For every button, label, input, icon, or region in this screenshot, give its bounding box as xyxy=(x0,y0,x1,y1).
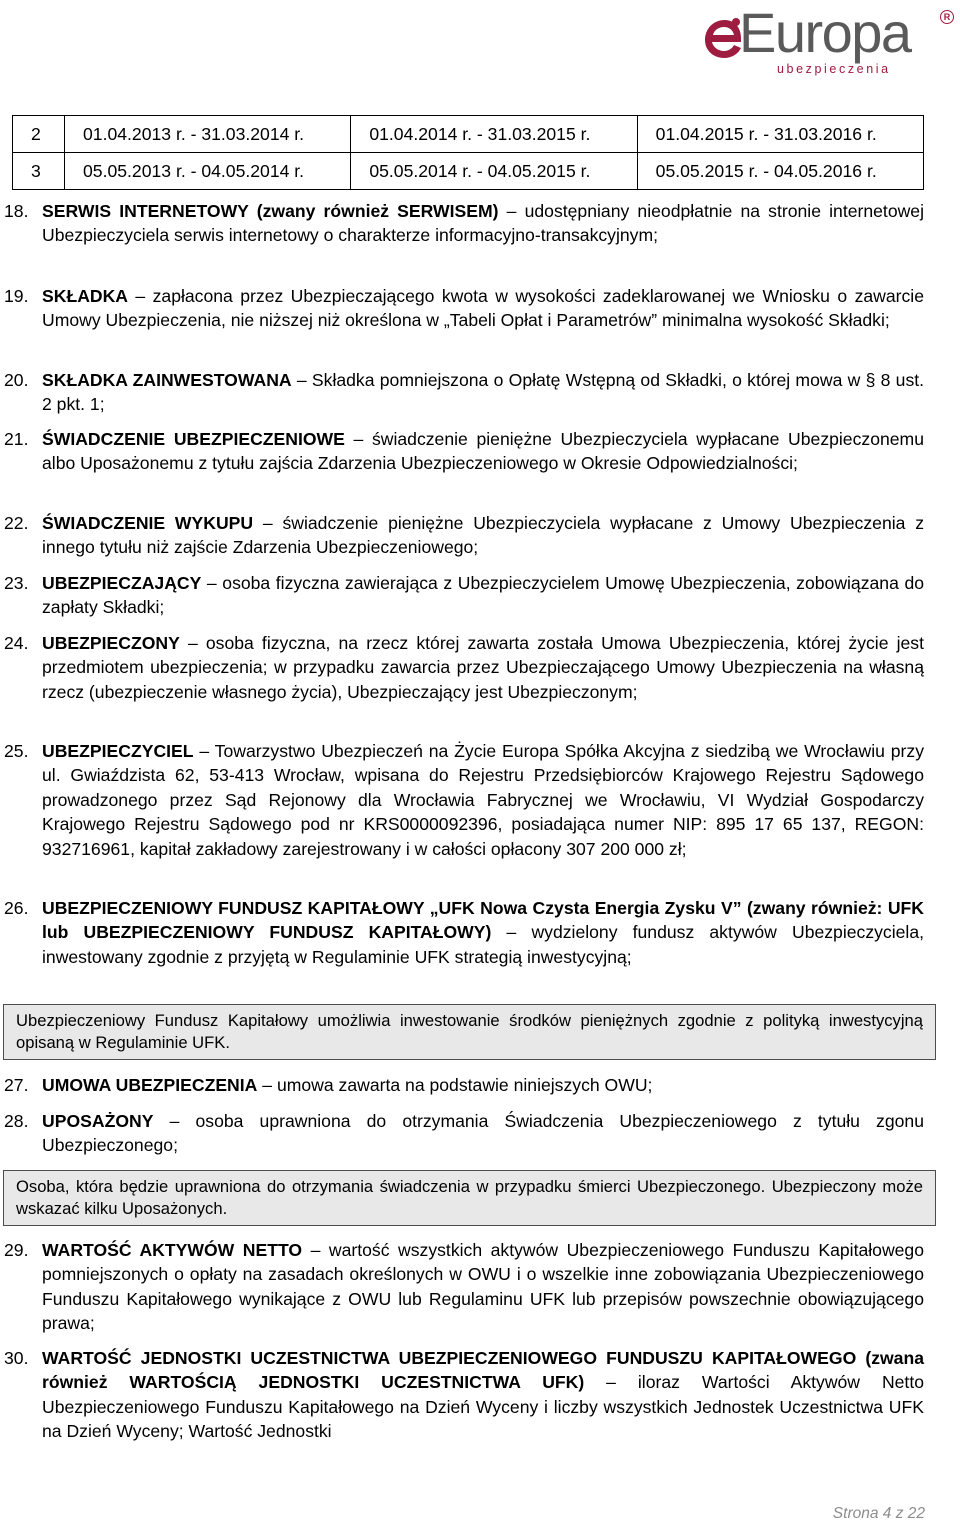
item-text xyxy=(42,631,924,704)
item-description: osoba uprawniona do otrzymania Świadczenia Ubezpieczeniowego z tytułu zgonu Ubezpieczonego; xyxy=(42,1111,924,1156)
item-term: UPOSAŻONY xyxy=(42,1111,154,1131)
item-description: wydzielony fundusz aktywów Ubezpieczyciela, inwestowany zgodnie z przyjętą w Regulaminie UFK strategią inwestycyjną; xyxy=(42,922,924,967)
table-cell: 01.04.2015 r. - 31.03.2016 r. xyxy=(637,116,923,153)
item-number: 23. xyxy=(4,573,29,593)
item-dash: – xyxy=(291,370,312,390)
registered-mark-icon: R xyxy=(940,10,954,24)
item-term: UBEZPIECZAJĄCY xyxy=(42,573,202,593)
item-term: UMOWA UBEZPIECZENIA xyxy=(42,1075,258,1095)
item-dash: – xyxy=(302,1240,329,1260)
item-term: SKŁADKA xyxy=(42,286,129,306)
page-number: Strona 4 z 22 xyxy=(832,1505,925,1522)
item-dash: – xyxy=(193,741,215,761)
info-box-uposazony: Osoba, która będzie uprawniona do otrzymania świadczenia w przypadku śmierci Ubezpieczonego. Ubezpieczony może wskazać kilku Uposażonych. xyxy=(3,1170,936,1226)
table-cell: 01.04.2013 r. - 31.03.2014 r. xyxy=(65,116,351,153)
item-text xyxy=(42,1238,924,1336)
item-number: 24. xyxy=(4,633,29,653)
item-term: WARTOŚĆ AKTYWÓW NETTO xyxy=(42,1240,303,1260)
item-number: 29. xyxy=(4,1240,29,1260)
item-term: SERWIS INTERNETOWY (zwany również SERWISEM) xyxy=(42,201,499,221)
item-number: 25. xyxy=(4,741,29,761)
item-text xyxy=(42,284,924,333)
item-number: 20. xyxy=(4,370,29,390)
item-term: WARTOŚĆ JEDNOSTKI UCZESTNICTWA UBEZPIECZENIOWEGO FUNDUSZU KAPITAŁOWEGO (zwana również WARTOŚCIĄ JEDNOSTKI UCZESTNICTWA UFK) xyxy=(42,1348,924,1393)
item-dash: – xyxy=(128,286,153,306)
item-number: 26. xyxy=(4,898,29,918)
item-number: 19. xyxy=(4,286,29,306)
item-term: SKŁADKA ZAINWESTOWANA xyxy=(42,370,292,390)
item-text xyxy=(42,571,924,620)
item-description: Składka pomniejszona o Opłatę Wstępną od Składki, o której mowa w § 8 ust. 2 pkt. 1; xyxy=(42,370,925,415)
table-cell: 05.05.2015 r. - 04.05.2016 r. xyxy=(637,153,923,190)
item-description: iloraz Wartości Aktywów Netto Ubezpieczeniowego Funduszu Kapitałowego na Dzień Wyceny i liczby wszystkich Jednostek Uczestnictwa UFK na Dzień Wyceny; Wartość Jednostki xyxy=(42,1372,924,1442)
table-cell: 3 xyxy=(13,153,65,190)
table-row xyxy=(13,116,924,153)
logo-subtitle: ubezpieczenia xyxy=(777,62,891,76)
item-term: ŚWIADCZENIE UBEZPIECZENIOWE xyxy=(42,429,345,449)
item-description: świadczenie pieniężne Ubezpieczyciela wypłacane Ubezpieczonemu albo Uposażonemu z tytułu zajścia Zdarzenia Ubezpieczeniowego w Okresie Odpowiedzialności; xyxy=(42,429,924,474)
item-text xyxy=(42,1073,924,1097)
item-description: Towarzystwo Ubezpieczeń na Życie Europa Spółka Akcyjna z siedzibą we Wrocławiu przy ul. Gwiaździsta 62, 53-413 Wrocław, wpisana do Rejestru Przedsiębiorców Krajowego Rejestru Sądowego prowadzonego przez Sąd Rejonowy dla Wrocławia Fabrycznej we Wrocławiu, VI Wydział Gospodarczy Krajowego Rejestru Sądowego pod nr KRS0000092396, posiadająca numer NIP: 895 17 65 137, REGON: 932716961, kapitał zakładowy zarejestrowany i w całości opłacony 307 200 000 zł; xyxy=(42,741,924,859)
table-cell: 05.05.2014 r. - 04.05.2015 r. xyxy=(351,153,637,190)
item-description: osoba fizyczna, na rzecz której zawarta została Umowa Ubezpieczenia, której życie jest przedmiotem ubezpieczenia; w przypadku zawarcia przez Ubezpieczającego Umowy Ubezpieczenia na własną rzecz (ubezpieczenie własnego życia), Ubezpieczający jest Ubezpieczonym; xyxy=(42,633,924,702)
item-text xyxy=(42,896,924,969)
europa-logo-mark-icon xyxy=(703,16,743,60)
company-logo xyxy=(703,1,955,80)
item-number: 30. xyxy=(4,1348,29,1368)
item-number: 27. xyxy=(4,1075,29,1095)
table-cell: 2 xyxy=(13,116,65,153)
item-text xyxy=(42,199,924,248)
item-dash: – xyxy=(491,922,532,943)
item-dash: – xyxy=(584,1372,638,1393)
table-cell: 05.05.2013 r. - 04.05.2014 r. xyxy=(65,153,351,190)
item-description: umowa zawarta na podstawie niniejszych OWU; xyxy=(276,1075,653,1095)
item-dash: – xyxy=(257,1075,277,1095)
item-term: UBEZPIECZONY xyxy=(42,633,180,653)
item-description: świadczenie pieniężne Ubezpieczyciela wypłacane z Umowy Ubezpieczenia z innego tytułu niż zajście Zdarzenia Ubezpieczeniowego; xyxy=(42,513,924,558)
item-description: wartość wszystkich aktywów Ubezpieczeniowego Funduszu Kapitałowego pomniejszonych o opłaty na zasadach określonych w OWU i o wszelkie inne zobowiązania Ubezpieczeniowego Funduszu Kapitałowego wynikające z OWU lub Regulaminu UFK lub przepisów powszechnie obowiązującego prawa; xyxy=(42,1240,924,1334)
item-text xyxy=(42,511,924,560)
item-number: 21. xyxy=(4,429,29,449)
item-text xyxy=(42,739,924,861)
item-number: 28. xyxy=(4,1111,29,1131)
item-description: udostępniany nieodpłatnie na stronie internetowej Ubezpieczyciela serwis internetowy o charakterze informacyjno-transakcyjnym; xyxy=(42,201,924,246)
item-number: 18. xyxy=(4,201,29,221)
table-cell: 01.04.2014 r. - 31.03.2015 r. xyxy=(351,116,637,153)
item-text xyxy=(42,368,924,417)
item-dash: – xyxy=(179,633,206,653)
periods-table xyxy=(12,115,924,190)
info-box-ufk: Ubezpieczeniowy Fundusz Kapitałowy umożliwia inwestowanie środków pieniężnych zgodnie z polityką inwestycyjną opisaną w Regulaminie UFK. xyxy=(3,1004,936,1060)
item-term: UBEZPIECZYCIEL xyxy=(42,741,194,761)
item-text xyxy=(42,1109,924,1158)
item-number: 22. xyxy=(4,513,29,533)
item-dash: – xyxy=(498,201,525,221)
item-term: UBEZPIECZENIOWY FUNDUSZ KAPITAŁOWY „UFK Nowa Czysta Energia Zysku V” (zwany również: UFK lub UBEZPIECZENIOWY FUNDUSZ KAPITAŁOWY) xyxy=(42,898,924,943)
logo-wordmark: Europa xyxy=(739,1,911,64)
item-description: osoba fizyczna zawierająca z Ubezpieczycielem Umowę Ubezpieczenia, zobowiązana do zapłaty Składki; xyxy=(42,573,925,618)
item-dash: – xyxy=(201,573,223,593)
item-text xyxy=(42,427,924,476)
item-dash: – xyxy=(253,513,283,533)
item-text xyxy=(42,1346,924,1444)
item-dash: – xyxy=(153,1111,196,1131)
item-description: zapłacona przez Ubezpieczającego kwota w wysokości zadeklarowanej we Wniosku o zawarcie Umowy Ubezpieczenia, nie niższej niż określona w „Tabeli Opłat i Parametrów” minimalna wysokość Składki; xyxy=(42,286,924,331)
table-row xyxy=(13,153,924,190)
item-term: ŚWIADCZENIE WYKUPU xyxy=(42,513,254,533)
item-dash: – xyxy=(344,429,372,449)
